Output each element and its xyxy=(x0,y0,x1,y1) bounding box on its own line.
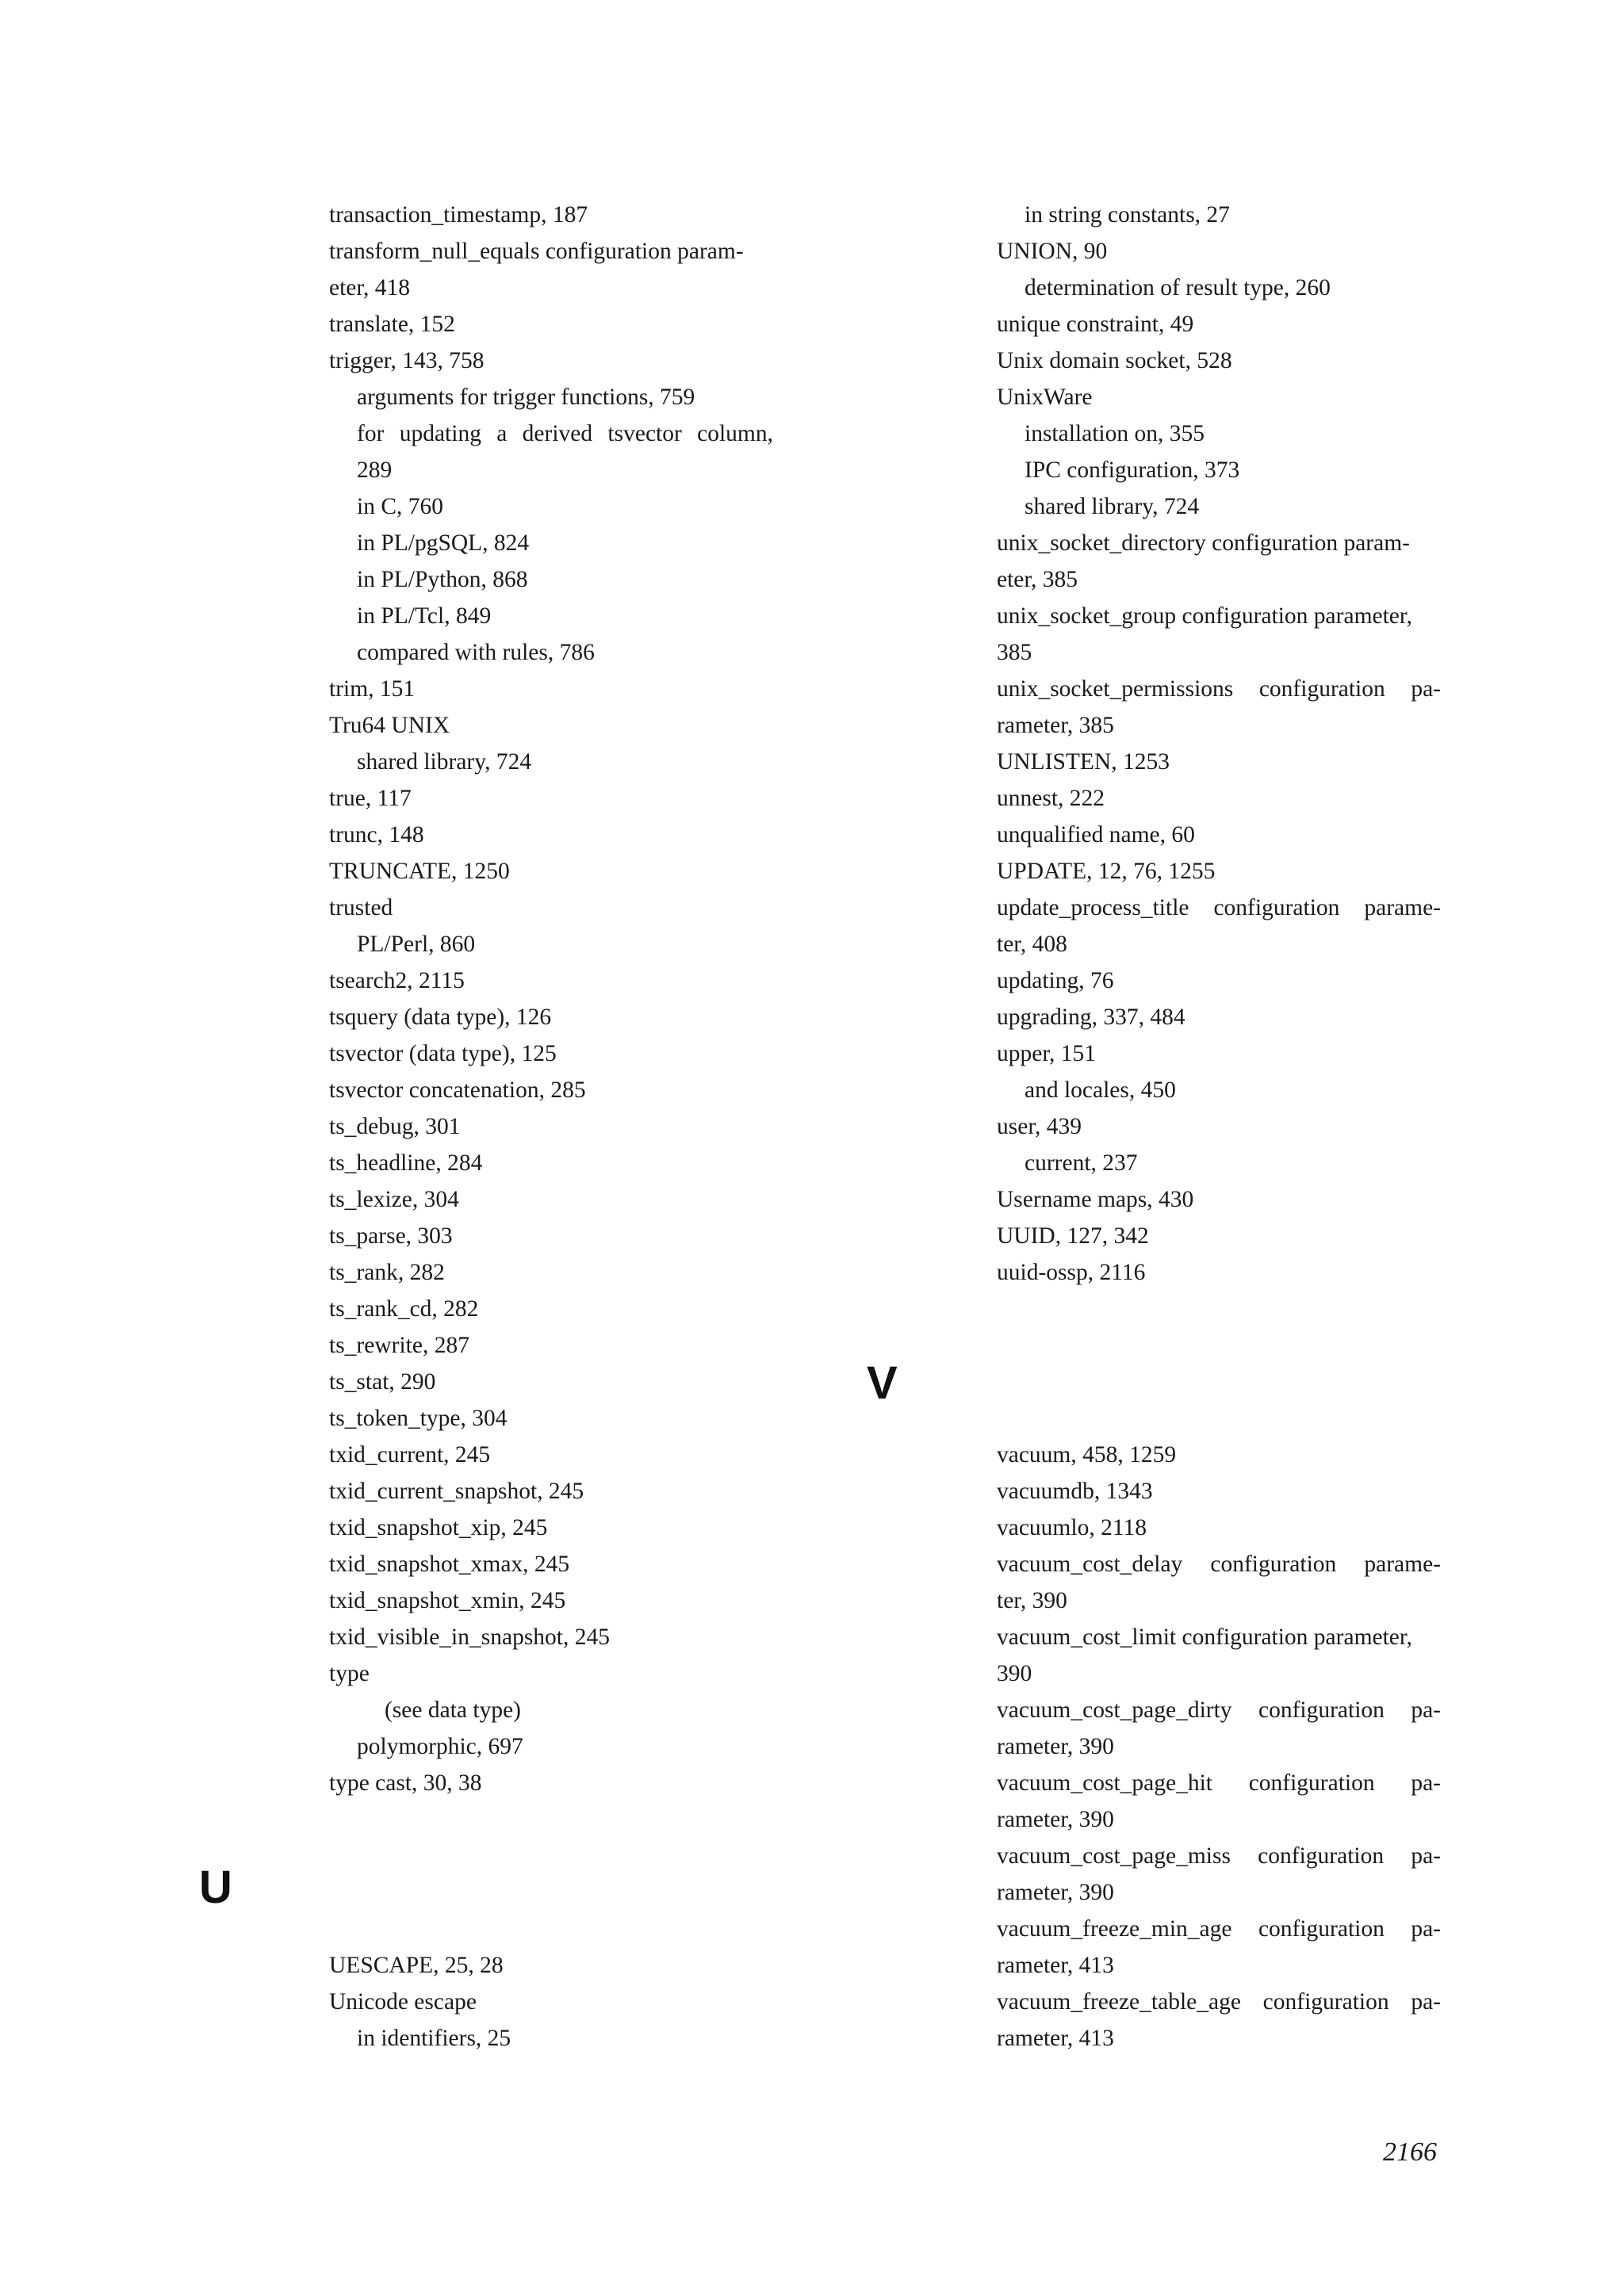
index-entry: 390 xyxy=(997,1661,1032,1686)
index-entry: user, 439 xyxy=(997,1114,1082,1139)
index-subentry: for updating a derived tsvector column, xyxy=(357,421,773,446)
index-entry: type xyxy=(329,1661,370,1686)
index-entry: Unicode escape xyxy=(329,1989,477,2015)
index-entry: txid_snapshot_xip, 245 xyxy=(329,1515,548,1540)
index-spacer xyxy=(329,1911,773,1947)
index-entry: transaction_timestamp, 187 xyxy=(329,202,588,228)
index-entry: eter, 385 xyxy=(997,567,1078,592)
index-entry: txid_snapshot_xmin, 245 xyxy=(329,1588,566,1613)
index-entry: ts_lexize, 304 xyxy=(329,1187,459,1212)
index-subentry: IPC configuration, 373 xyxy=(1025,457,1240,483)
index-subentry: in PL/Python, 868 xyxy=(357,567,528,592)
index-entry: rameter, 413 xyxy=(997,2026,1114,2051)
index-entry: update_process_title configuration parame- xyxy=(997,895,1441,920)
index-entry: vacuumlo, 2118 xyxy=(997,1515,1147,1540)
index-entry: true, 117 xyxy=(329,786,412,811)
index-entry: uuid-ossp, 2116 xyxy=(997,1260,1146,1285)
index-entry: txid_visible_in_snapshot, 245 xyxy=(329,1624,610,1650)
index-entry: vacuum_cost_delay configuration parame- xyxy=(997,1552,1441,1577)
index-entry: UESCAPE, 25, 28 xyxy=(329,1953,504,1978)
index-entry: unqualified name, 60 xyxy=(997,822,1195,848)
index-entry: ts_parse, 303 xyxy=(329,1223,453,1249)
index-spacer xyxy=(329,1801,773,1838)
index-subentry: polymorphic, 697 xyxy=(357,1734,523,1759)
index-entry: Username maps, 430 xyxy=(997,1187,1194,1212)
index-entry: vacuum_freeze_table_age configuration pa- xyxy=(997,1989,1441,2015)
index-subentry: and locales, 450 xyxy=(1025,1077,1176,1103)
index-subentry: (see data type) xyxy=(385,1697,521,1723)
index-entry: TRUNCATE, 1250 xyxy=(329,859,510,884)
index-subentry: PL/Perl, 860 xyxy=(357,932,476,957)
index-entry: ts_rewrite, 287 xyxy=(329,1333,469,1358)
index-entry: trunc, 148 xyxy=(329,822,424,848)
index-subentry: in string constants, 27 xyxy=(1025,202,1230,228)
index-subentry: in C, 760 xyxy=(357,494,443,519)
index-entry: tsquery (data type), 126 xyxy=(329,1004,552,1030)
index-column-right xyxy=(997,197,1441,2057)
index-entry: translate, 152 xyxy=(329,312,455,337)
index-entry: unix_socket_directory configuration param- xyxy=(997,530,1410,556)
index-entry: vacuumdb, 1343 xyxy=(997,1479,1153,1504)
index-entry: UnixWare xyxy=(997,385,1093,410)
index-entry: txid_current, 245 xyxy=(329,1442,491,1468)
index-subentry: in identifiers, 25 xyxy=(357,2026,511,2051)
index-subentry: shared library, 724 xyxy=(1025,494,1200,519)
section-letter-u: U xyxy=(199,1862,232,1913)
index-entry: txid_current_snapshot, 245 xyxy=(329,1479,584,1504)
index-spacer xyxy=(997,1400,1441,1437)
index-spacer xyxy=(997,1291,1441,1327)
index-subentry: determination of result type, 260 xyxy=(1025,275,1331,300)
index-subentry: in PL/pgSQL, 824 xyxy=(357,530,530,556)
index-entry: rameter, 413 xyxy=(997,1953,1114,1978)
index-entry: vacuum_freeze_min_age configuration pa- xyxy=(997,1916,1441,1942)
index-entry: transform_null_equals configuration param- xyxy=(329,239,744,264)
index-entry: vacuum_cost_page_dirty configuration pa- xyxy=(997,1697,1441,1723)
index-entry: vacuum_cost_page_hit configuration pa- xyxy=(997,1770,1441,1796)
index-subentry: arguments for trigger functions, 759 xyxy=(357,385,695,410)
index-entry: ts_rank, 282 xyxy=(329,1260,445,1285)
index-entry: UNLISTEN, 1253 xyxy=(997,749,1170,775)
index-entry: vacuum, 458, 1259 xyxy=(997,1442,1177,1468)
index-subentry: in PL/Tcl, 849 xyxy=(357,603,492,629)
index-entry: UNION, 90 xyxy=(997,239,1108,264)
index-entry: eter, 418 xyxy=(329,275,411,300)
index-entry: vacuum_cost_limit configuration parameter, xyxy=(997,1624,1412,1650)
index-entry: vacuum_cost_page_miss configuration pa- xyxy=(997,1843,1441,1869)
index-entry: ter, 408 xyxy=(997,932,1067,957)
index-entry: ts_stat, 290 xyxy=(329,1369,436,1395)
index-entry: updating, 76 xyxy=(997,968,1114,993)
index-spacer xyxy=(997,1364,1441,1400)
index-entry: upgrading, 337, 484 xyxy=(997,1004,1185,1030)
index-spacer xyxy=(329,1874,773,1911)
index-entry: unnest, 222 xyxy=(997,786,1105,811)
index-entry: unix_socket_group configuration parameter, xyxy=(997,603,1412,629)
index-entry: txid_snapshot_xmax, 245 xyxy=(329,1552,570,1577)
index-entry: UUID, 127, 342 xyxy=(997,1223,1149,1249)
index-subentry: 289 xyxy=(357,457,393,483)
index-entry: rameter, 385 xyxy=(997,713,1114,738)
index-spacer xyxy=(329,1838,773,1874)
index-entry: UPDATE, 12, 76, 1255 xyxy=(997,859,1216,884)
index-entry: tsearch2, 2115 xyxy=(329,968,465,993)
section-letter-v: V xyxy=(867,1357,898,1409)
index-entry: ts_headline, 284 xyxy=(329,1150,483,1176)
index-entry: 385 xyxy=(997,640,1032,665)
index-subentry: shared library, 724 xyxy=(357,749,532,775)
index-entry: upper, 151 xyxy=(997,1041,1096,1066)
index-entry: unix_socket_permissions configuration pa- xyxy=(997,676,1441,702)
index-entry: ter, 390 xyxy=(997,1588,1067,1613)
index-entry: trigger, 143, 758 xyxy=(329,348,485,373)
index-entry: Unix domain socket, 528 xyxy=(997,348,1232,373)
index-entry: ts_debug, 301 xyxy=(329,1114,461,1139)
index-entry: tsvector (data type), 125 xyxy=(329,1041,557,1066)
index-subentry: installation on, 355 xyxy=(1025,421,1205,446)
index-entry: ts_rank_cd, 282 xyxy=(329,1296,479,1322)
index-entry: Tru64 UNIX xyxy=(329,713,450,738)
index-entry: ts_token_type, 304 xyxy=(329,1406,508,1431)
page-number: 2166 xyxy=(1383,2137,1437,2167)
index-entry: unique constraint, 49 xyxy=(997,312,1194,337)
index-subentry: current, 237 xyxy=(1025,1150,1138,1176)
index-entry: trim, 151 xyxy=(329,676,416,702)
index-column-left xyxy=(329,197,773,2057)
index-entry: trusted xyxy=(329,895,393,920)
index-entry: tsvector concatenation, 285 xyxy=(329,1077,586,1103)
index-spacer xyxy=(997,1327,1441,1364)
index-entry: rameter, 390 xyxy=(997,1880,1114,1905)
index-entry: rameter, 390 xyxy=(997,1734,1114,1759)
index-entry: type cast, 30, 38 xyxy=(329,1770,482,1796)
index-subentry: compared with rules, 786 xyxy=(357,640,595,665)
index-entry: rameter, 390 xyxy=(997,1807,1114,1832)
